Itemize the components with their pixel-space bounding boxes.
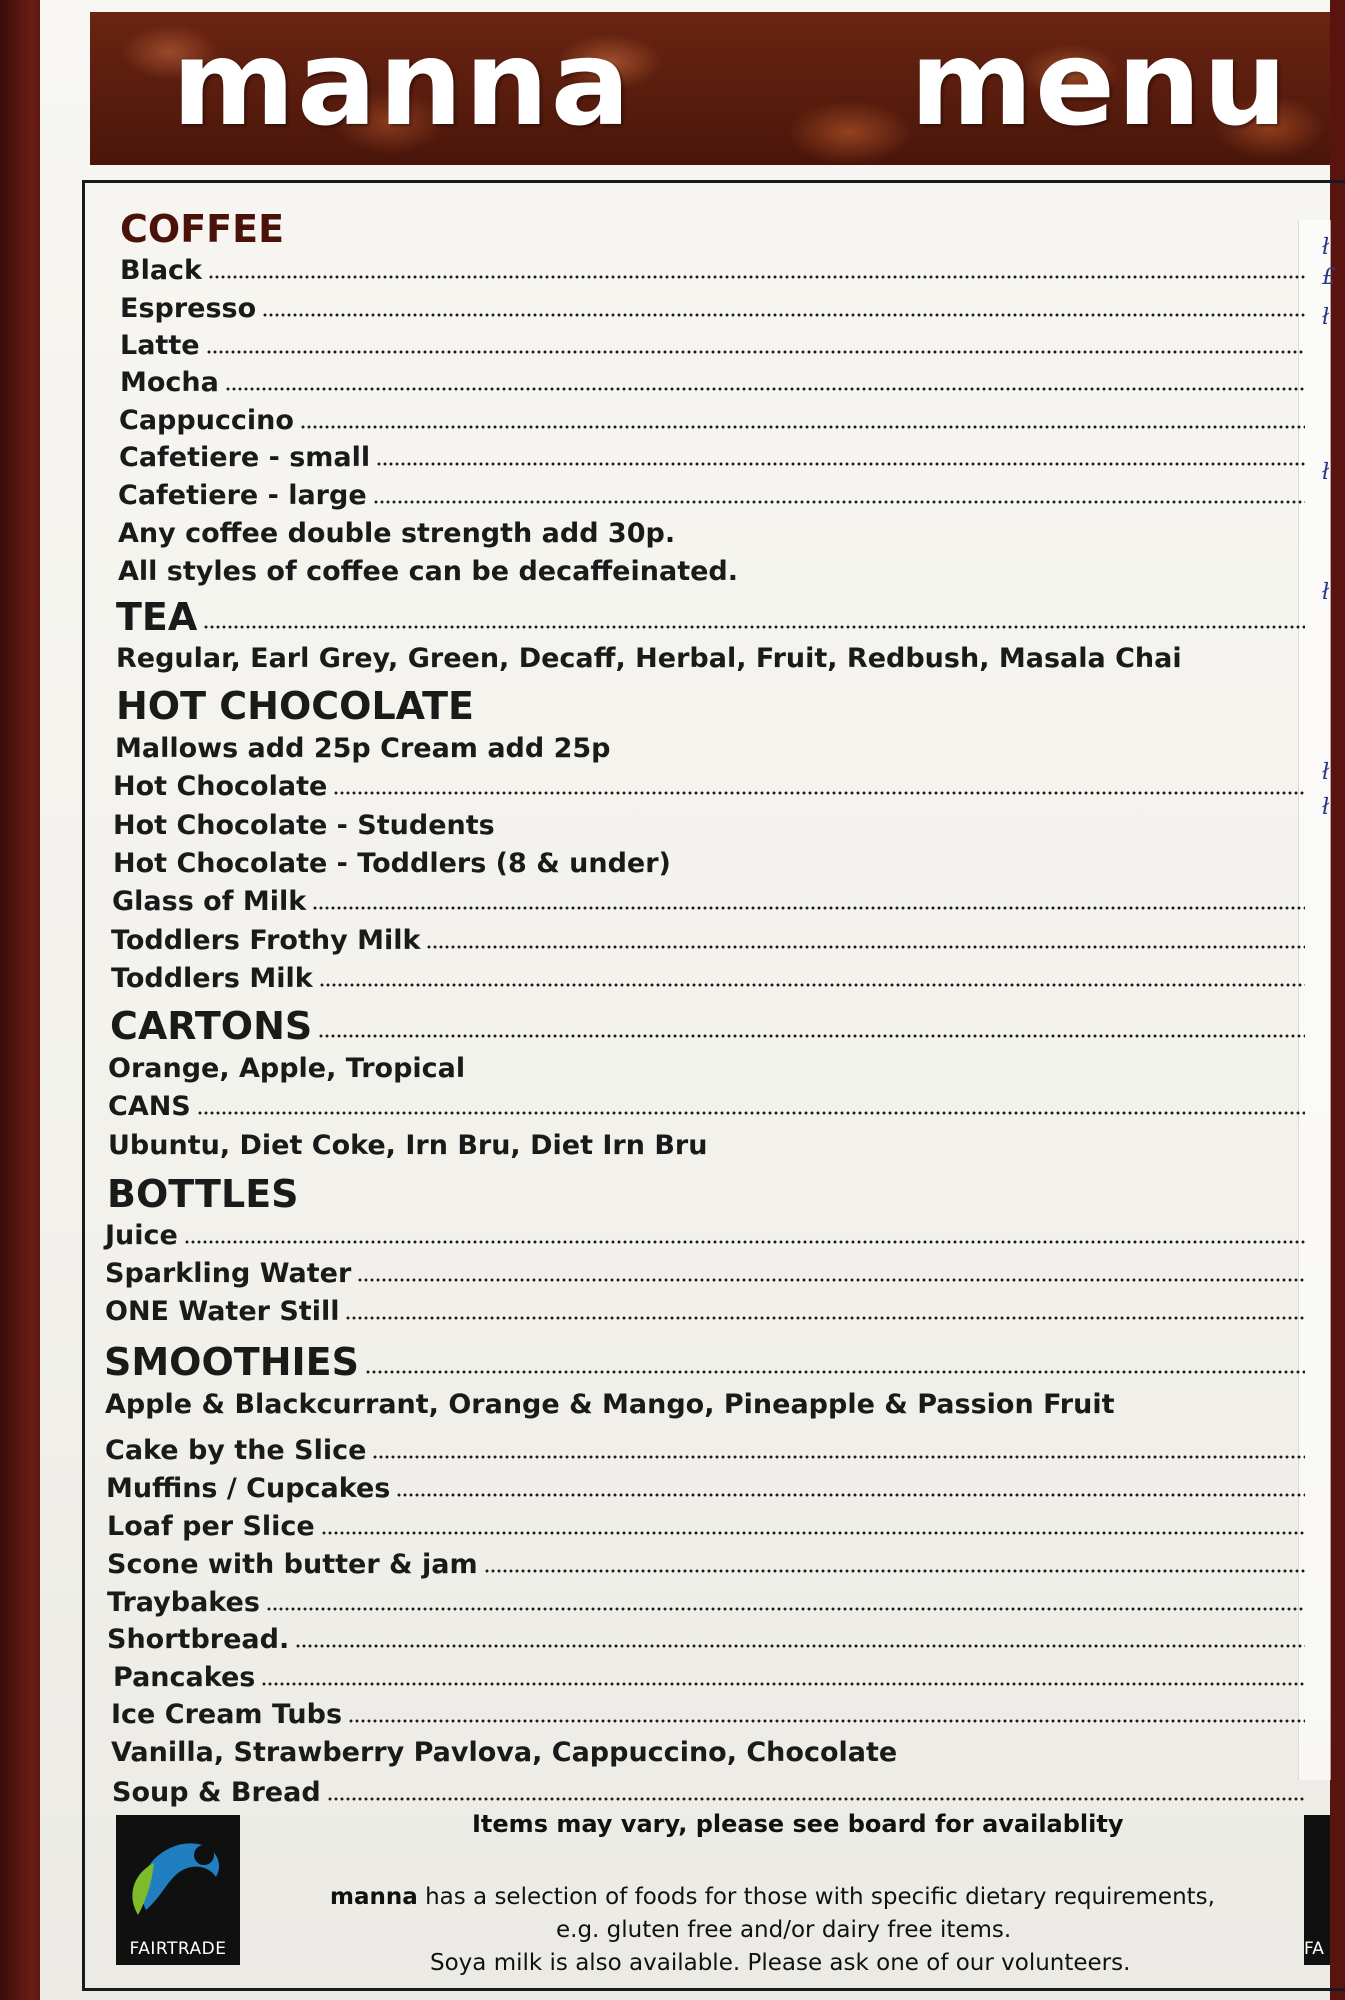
item-label: Shortbread.	[107, 1624, 290, 1655]
item-label: Glass of Milk	[112, 886, 307, 917]
section-heading	[107, 1170, 1305, 1216]
menu-note	[111, 1732, 1305, 1768]
item-label: Toddlers Frothy Milk	[111, 925, 421, 956]
menu-item	[113, 1657, 1305, 1693]
item-label: Juice	[105, 1220, 178, 1251]
menu-item	[112, 881, 1305, 917]
dot-leader	[373, 500, 1305, 504]
dot-leader	[206, 350, 1305, 354]
menu-item	[113, 766, 1305, 802]
dot-leader	[327, 1797, 1305, 1801]
menu-item	[107, 1506, 1305, 1542]
item-label: Cafetiere - large	[118, 480, 367, 511]
menu-note	[105, 1384, 1305, 1420]
item-label: Loaf per Slice	[107, 1511, 315, 1542]
item-label: Vanilla, Strawberry Pavlova, Cappuccino, Chocolate	[111, 1737, 898, 1768]
item-label: Espresso	[120, 293, 257, 324]
dot-leader	[321, 1531, 1305, 1535]
menu-item	[111, 958, 1305, 994]
item-label: Cappuccino	[119, 405, 294, 436]
dot-leader	[208, 275, 1305, 279]
menu-item	[120, 250, 1305, 286]
price-mark: ł	[1322, 580, 1330, 605]
dot-leader	[426, 945, 1305, 949]
dot-leader	[184, 1240, 1305, 1244]
dot-leader	[261, 1682, 1305, 1686]
dot-leader	[357, 1278, 1305, 1282]
item-label: Mallows add 25p Cream add 25p	[115, 733, 611, 764]
dot-leader	[319, 983, 1305, 987]
item-label: CARTONS	[110, 1004, 313, 1048]
price-mark: ł	[1322, 460, 1330, 485]
item-label: Hot Chocolate - Students	[113, 810, 495, 841]
dot-leader	[484, 1569, 1305, 1573]
item-label: Ice Cream Tubs	[111, 1699, 343, 1730]
fairtrade-logo-partial	[1304, 1815, 1330, 1965]
availability-note: Items may vary, please see board for availablity	[472, 1810, 1124, 1838]
item-label: BOTTLES	[107, 1172, 299, 1216]
dot-leader	[312, 906, 1305, 910]
menu-item	[120, 288, 1305, 324]
fairtrade-mark-icon	[116, 1815, 240, 1935]
menu-item	[119, 437, 1305, 473]
menu-note	[108, 1048, 1305, 1084]
item-label: COFFEE	[120, 207, 285, 251]
fairtrade-logo	[116, 1815, 240, 1965]
menu-item	[105, 1215, 1305, 1251]
manna-brand-inline: manna	[330, 1884, 418, 1910]
item-label: HOT CHOCOLATE	[116, 684, 474, 728]
section-heading	[104, 1338, 1305, 1384]
item-label: Ubuntu, Diet Coke, Irn Bru, Diet Irn Bru	[108, 1130, 708, 1161]
item-label: Soup & Bread	[112, 1777, 321, 1808]
menu-item	[105, 1430, 1305, 1466]
menu-item	[119, 400, 1305, 436]
menu-note	[118, 551, 1305, 587]
item-label: Muffins / Cupcakes	[106, 1473, 391, 1504]
menu-note	[115, 728, 1305, 764]
price-mark: ł	[1322, 760, 1330, 785]
item-label: Latte	[120, 330, 200, 361]
dot-leader	[333, 791, 1305, 795]
item-label: Orange, Apple, Tropical	[108, 1053, 466, 1084]
menu-item	[105, 1291, 1305, 1327]
dot-leader	[197, 1111, 1305, 1115]
section-heading	[116, 682, 1305, 728]
menu-note	[116, 638, 1305, 674]
menu-title: menu	[910, 14, 1289, 152]
price-mark: ł	[1322, 235, 1330, 260]
section-heading	[110, 1002, 1305, 1048]
menu-item	[120, 325, 1305, 361]
dot-leader	[262, 313, 1305, 317]
menu-item	[108, 1086, 1305, 1122]
dot-leader	[396, 1493, 1305, 1497]
dot-leader	[345, 1316, 1305, 1320]
item-label: ONE Water Still	[105, 1296, 340, 1327]
item-label: Hot Chocolate - Toddlers (8 & under)	[113, 848, 671, 879]
item-label: Black	[120, 255, 203, 286]
menu-item	[113, 843, 1305, 879]
item-label: Pancakes	[113, 1662, 256, 1693]
item-label: SMOOTHIES	[104, 1340, 359, 1384]
item-label: TEA	[116, 595, 198, 639]
section-heading	[120, 205, 1305, 251]
price-mark: ł	[1322, 795, 1330, 820]
dot-leader	[348, 1719, 1305, 1723]
item-label: Toddlers Milk	[111, 963, 313, 994]
dietary-note-line2: e.g. gluten free and/or dairy free items.	[556, 1917, 1012, 1943]
price-mark: ł	[1322, 305, 1330, 330]
menu-item	[111, 920, 1305, 956]
item-label: Sparkling Water	[105, 1258, 352, 1289]
dot-leader	[266, 1607, 1305, 1611]
dot-leader	[225, 387, 1305, 391]
item-label: Apple & Blackcurrant, Orange & Mango, Pineapple & Passion Fruit	[105, 1389, 1115, 1420]
item-label: Regular, Earl Grey, Green, Decaff, Herbal, Fruit, Redbush, Masala Chai	[116, 643, 1182, 674]
menu-item	[120, 362, 1305, 398]
manna-logo: manna	[172, 14, 633, 152]
menu-item	[107, 1619, 1305, 1655]
menu-item	[118, 475, 1305, 511]
menu-item	[113, 805, 1305, 841]
item-label: Cake by the Slice	[105, 1435, 367, 1466]
item-label: Cafetiere - small	[119, 442, 371, 473]
dot-leader	[300, 425, 1305, 429]
fairtrade-label: FAIRTRADE	[129, 1939, 227, 1959]
dietary-note-line3: Soya milk is also available. Please ask one of our volunteers.	[430, 1950, 1131, 1976]
item-label: All styles of coffee can be decaffeinated.	[118, 556, 738, 587]
menu-item	[105, 1253, 1305, 1289]
item-label: Traybakes	[107, 1587, 260, 1618]
menu-note	[118, 513, 1305, 549]
menu-item	[107, 1544, 1305, 1580]
item-label: Mocha	[120, 367, 219, 398]
menu-item	[107, 1582, 1305, 1618]
dot-leader	[365, 1370, 1305, 1374]
item-label: Any coffee double strength add 30p.	[118, 518, 676, 549]
coffee-bean-banner	[90, 12, 1330, 165]
dietary-note-line1: manna has a selection of foods for those with specific dietary requirements,	[330, 1884, 1215, 1910]
menu-item	[112, 1772, 1305, 1808]
fairtrade-label-partial: FA	[1304, 1939, 1324, 1959]
item-label: Hot Chocolate	[113, 771, 328, 802]
item-label: CANS	[108, 1091, 191, 1122]
dot-leader	[376, 462, 1305, 466]
dot-leader	[372, 1455, 1305, 1459]
dot-leader	[295, 1644, 1305, 1648]
item-label: Scone with butter & jam	[107, 1549, 478, 1580]
price-mark: £	[1322, 265, 1336, 290]
dot-leader	[203, 625, 1305, 629]
menu-item	[111, 1694, 1305, 1730]
dot-leader	[318, 1034, 1305, 1038]
section-heading	[116, 593, 1305, 639]
menu-note	[108, 1125, 1305, 1161]
menu-item	[106, 1468, 1305, 1504]
